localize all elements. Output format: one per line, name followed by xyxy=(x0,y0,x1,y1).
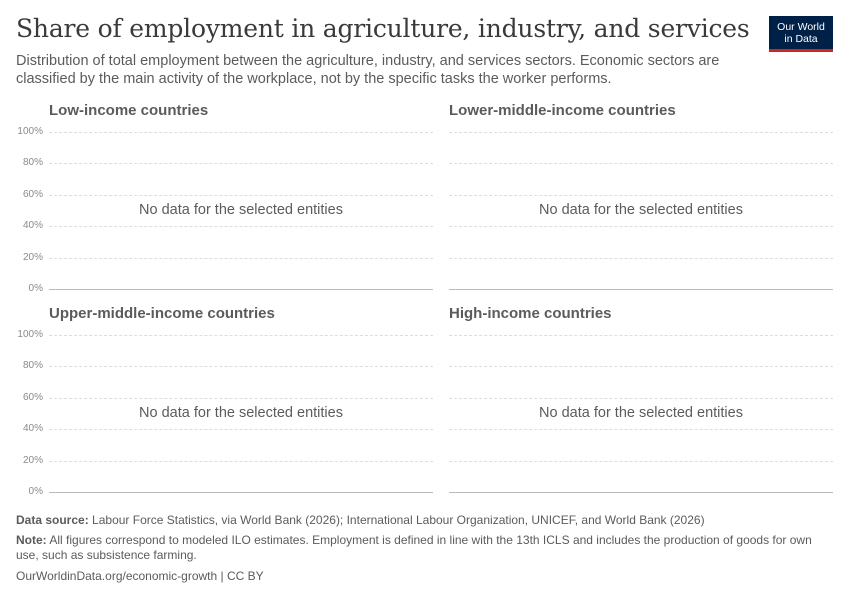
y-gridline xyxy=(449,335,833,336)
owid-logo[interactable] xyxy=(769,16,833,52)
y-gridline xyxy=(49,461,433,462)
y-tick-label: 20% xyxy=(22,251,43,263)
x-axis-baseline xyxy=(49,492,433,493)
y-gridline xyxy=(49,429,433,430)
y-tick-label: 20% xyxy=(22,454,43,466)
y-tick-label: 40% xyxy=(22,423,43,435)
panel-title: High-income countries xyxy=(449,305,612,322)
url-text[interactable]: OurWorldinData.org/economic-growth | CC BY xyxy=(16,569,264,583)
chart-url[interactable] xyxy=(16,569,834,584)
y-tick-label: 100% xyxy=(17,126,43,137)
panel-low-income-countries xyxy=(16,102,416,302)
data-source xyxy=(16,513,834,528)
y-gridline xyxy=(49,335,433,336)
panel-title: Lower-middle-income countries xyxy=(449,102,676,119)
y-gridline xyxy=(449,226,833,227)
logo-line-1: Our World xyxy=(777,21,825,33)
data-source-label: Data source: xyxy=(16,513,89,527)
no-data-message: No data for the selected entities xyxy=(139,405,343,421)
no-data-message: No data for the selected entities xyxy=(139,202,343,218)
chart-subtitle: Distribution of total employment between the agriculture, industry, and services sectors. Economic sectors are classified by the main activity of the workplace, not by the specific tasks the worker performs. xyxy=(16,53,720,87)
chart-note xyxy=(16,533,834,563)
x-axis-baseline xyxy=(449,289,833,290)
chart-title: Share of employment in agriculture, industry, and services xyxy=(16,14,750,43)
y-gridline xyxy=(449,398,833,399)
x-axis-baseline xyxy=(49,289,433,290)
y-gridline xyxy=(449,163,833,164)
y-tick-label: 80% xyxy=(22,157,43,169)
panel-lower-middle-income-countries xyxy=(416,102,816,302)
y-gridline xyxy=(449,195,833,196)
y-gridline xyxy=(49,366,433,367)
y-gridline xyxy=(449,258,833,259)
y-tick-label: 0% xyxy=(28,283,43,294)
y-gridline xyxy=(449,132,833,133)
logo-line-2: in Data xyxy=(784,33,818,45)
y-gridline xyxy=(449,429,833,430)
panel-title: Upper-middle-income countries xyxy=(49,305,275,322)
y-tick-label: 60% xyxy=(22,188,43,200)
y-tick-label: 100% xyxy=(17,329,43,340)
y-gridline xyxy=(49,398,433,399)
y-gridline xyxy=(449,366,833,367)
y-gridline xyxy=(449,461,833,462)
y-gridline xyxy=(49,163,433,164)
y-gridline xyxy=(49,226,433,227)
y-gridline xyxy=(49,258,433,259)
y-tick-label: 0% xyxy=(28,486,43,497)
note-text: All figures correspond to modeled ILO estimates. Employment is defined in line with the 13th ICLS and includes the production of goods for own use, such as subsistence farming. xyxy=(16,533,812,562)
y-gridline xyxy=(49,132,433,133)
y-tick-label: 80% xyxy=(22,360,43,372)
x-axis-baseline xyxy=(449,492,833,493)
no-data-message: No data for the selected entities xyxy=(539,202,743,218)
y-tick-label: 40% xyxy=(22,220,43,232)
data-source-text[interactable]: Labour Force Statistics, via World Bank (2026); International Labour Organization, UNICEF, and World Bank (2026) xyxy=(92,513,705,527)
y-gridline xyxy=(49,195,433,196)
no-data-message: No data for the selected entities xyxy=(539,405,743,421)
y-tick-label: 60% xyxy=(22,391,43,403)
panel-high-income-countries xyxy=(416,305,816,505)
panel-upper-middle-income-countries xyxy=(16,305,416,505)
panel-title: Low-income countries xyxy=(49,102,209,119)
note-label: Note: xyxy=(16,533,47,547)
